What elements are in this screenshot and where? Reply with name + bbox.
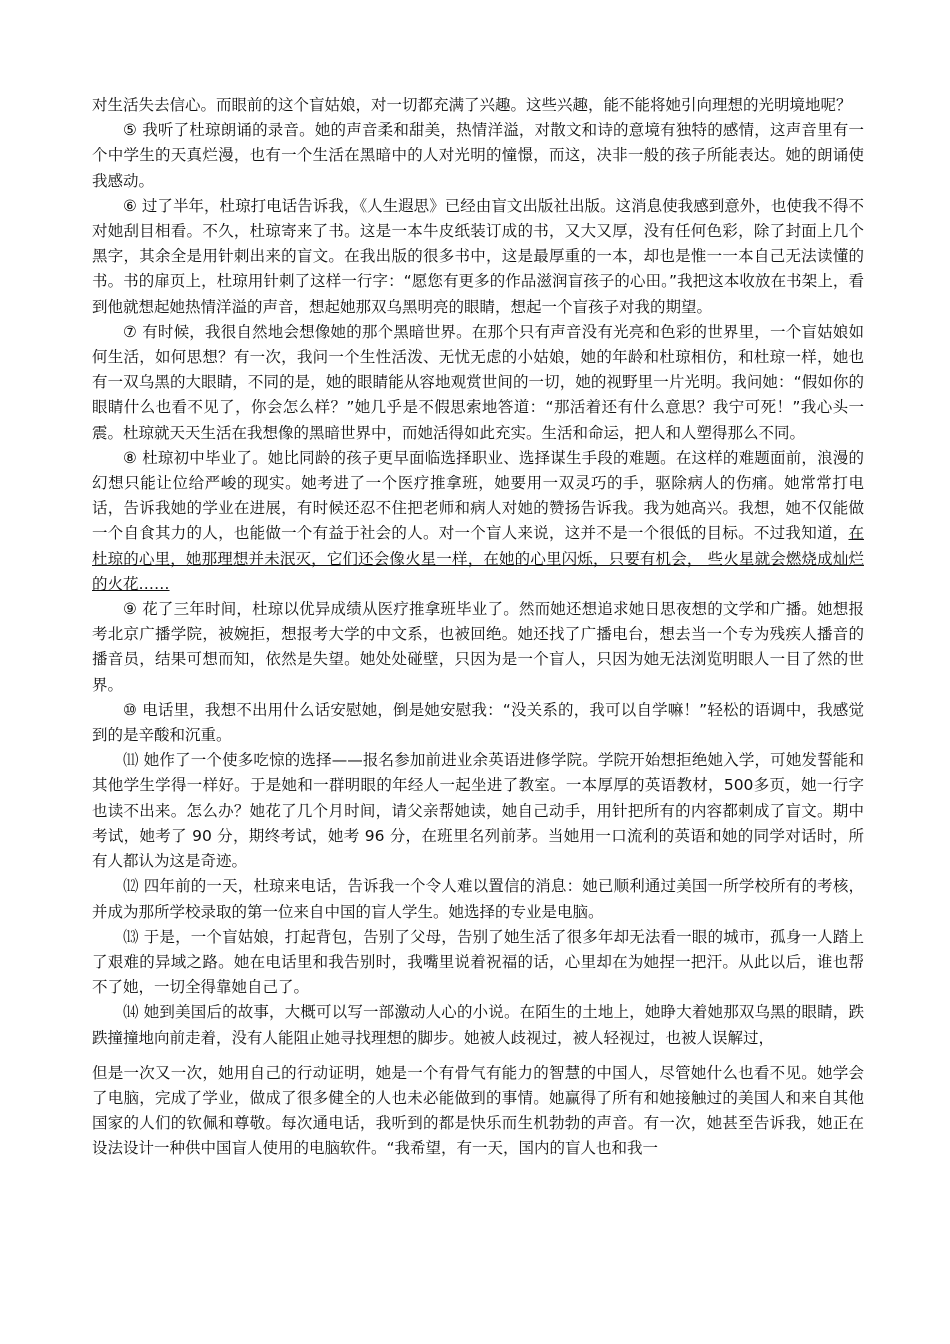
paragraph-12 — [92, 874, 864, 924]
paragraph-13 — [92, 925, 864, 1001]
paragraph-text: 杜琼初中毕业了。她比同龄的孩子更早面临选择职业、选择谋生手段的难题。在这样的难题面前，浪漫的幻想只能让位给严峻的现实。她考进了一个医疗推拿班，她要用一双灵巧的手，驱除病人的伤痛。她常常打电话，告诉我她的学业在进展，有时候还忍不住把老师和病人对她的赞扬告诉我。我为她高兴。我想，她不仅能做一个自食其力的人，也能做一个有益于社会的人。对一个盲人来说，这并不是一个很低的目标。不过我知道， — [92, 448, 864, 543]
paragraph-text: 于是，一个盲姑娘，打起背包，告别了父母，告别了她生活了很多年却无法看一眼的城市，孤身一人踏上了艰难的异域之路。她在电话里和我告别时，我嘴里说着祝福的话，心里却在为她捏一把汗。从此以后，谁也帮不了她，一切全得靠她自己了。 — [92, 927, 864, 997]
paragraph-text: 电话里，我想不出用什么话安慰她，倒是她安慰我：“没关系的，我可以自学嘛！”轻松的语调中，我感觉到的是辛酸和沉重。 — [92, 700, 864, 745]
paragraph-text: 我听了杜琼朗诵的录音。她的声音柔和甜美，热情洋溢，对散文和诗的意境有独特的感情，这声音里有一个中学生的天真烂漫，也有一个生活在黑暗中的人对光明的憧憬，而这，决非一般的孩子所能表达。她的朗诵使我感动。 — [92, 121, 864, 190]
underlined-sentence: 在杜琼的心里，她那理想并未泯灭，它们还会像火星一样，在她的心里闪烁，只要有机会， 些火星就会燃烧成灿烂的火花…… — [92, 524, 864, 593]
line-gap — [92, 1051, 864, 1061]
paragraph-10 — [92, 698, 864, 748]
paragraph-number: ⑾ — [123, 751, 139, 770]
paragraph-14-continued — [92, 1061, 864, 1162]
paragraph-text: 有时候，我很自然地会想像她的那个黑暗世界。在那个只有声音没有光亮和色彩的世界里，一个盲姑娘如何生活，如何思想？有一次，我问一个生性活泼、无忧无虑的小姑娘，她的年龄和杜琼相仿，和杜琼一样，她也有一双乌黑的大眼睛，不同的是，她的眼睛能从容地观赏世间的一切，她的视野里一片光明。我问她：“假如你的眼睛什么也看不见了，你会怎么样？”她几乎是不假思索地答道：“那活着还有什么意思？我宁可死！”我心头一震。杜琼就天天生活在我想像的黑暗世界中，而她活得如此充实。生活和命运，把人和人塑得那么不同。 — [92, 322, 864, 442]
paragraph-7 — [92, 320, 864, 446]
paragraph-5 — [92, 118, 864, 194]
paragraph-11 — [92, 748, 864, 874]
paragraph-9 — [92, 597, 864, 698]
paragraph-text: 花了三年时间，杜琼以优异成绩从医疗推拿班毕业了。然而她还想追求她日思夜想的文学和广播。她想报考北京广播学院，被婉拒，想报考大学的中文系，也被回绝。她还找了广播电台，想去当一个专为残疾人播音的播音员，结果可想而知，依然是失望。她处处碰壁，只因为是一个盲人，只因为她无法浏览明眼人一目了然的世界。 — [92, 600, 864, 694]
paragraph-number: ⒁ — [123, 1003, 139, 1022]
paragraph-continued — [92, 93, 864, 118]
paragraph-number: ⑿ — [123, 877, 139, 896]
paragraph-number: ⑦ — [123, 322, 138, 341]
paragraph-number: ⑧ — [123, 448, 138, 467]
paragraph-text: 对生活失去信心。而眼前的这个盲姑娘，对一切都充满了兴趣。这些兴趣，能不能将她引向理想的光明境地呢？ — [92, 96, 852, 114]
paragraph-number: ⑨ — [123, 600, 138, 619]
paragraph-6 — [92, 194, 864, 320]
paragraph-number: ⒀ — [123, 927, 139, 946]
paragraph-number: ⑤ — [123, 121, 138, 140]
paragraph-14 — [92, 1000, 864, 1050]
paragraph-8 — [92, 446, 864, 597]
paragraph-text: 她作了一个使多吃惊的选择——报名参加前进业余英语进修学院。学院开始想拒绝她入学，可她发誓能和其他学生学得一样好。于是她和一群明眼的年经人一起坐进了教室。一本厚厚的英语教材，500多页，她一行字也读不出来。怎么办？她花了几个月时间，请父亲帮她读，她自己动手，用针把所有的内容都刺成了盲文。期中考试，她考了 90 分，期终考试，她考 96 分，在班里名列前茅。当她用一口流利的英语和她的同学对话时，所有人都认为这是奇迹。 — [92, 751, 864, 871]
paragraph-number: ⑩ — [123, 700, 138, 719]
paragraph-text: 但是一次又一次，她用自己的行动证明，她是一个有骨气有能力的智慧的中国人，尽管她什么也看不见。她学会了电脑，完成了学业，做成了很多健全的人也未必能做到的事情。她赢得了所有和她接触过的美国人和来自其他国家的人们的钦佩和尊敬。每次通电话，我听到的都是快乐而生机勃勃的声音。有一次，她甚至告诉我，她正在设法设计一种供中国盲人使用的电脑软件。“我希望，有一天，国内的盲人也和我一 — [92, 1063, 864, 1158]
paragraph-text: 过了半年，杜琼打电话告诉我，《人生遐思》已经由盲文出版社出版。这消息使我感到意外，也使我不得不对她刮目相看。不久，杜琼寄来了书。这是一本牛皮纸装订成的书，又大又厚，没有任何色彩，除了封面上几个黑字，其余全是用针刺出来的盲文。在我出版的很多书中，这是最厚重的一本，却也是惟一一本自己无法读懂的书。书的扉页上，杜琼用针刺了这样一行字：“愿您有更多的作品滋润盲孩子的心田。”我把这本收放在书架上，看到他就想起她热情洋溢的声音，想起她那双乌黑明亮的眼睛，想起一个盲孩子对我的期望。 — [92, 196, 864, 316]
paragraph-number: ⑥ — [123, 196, 137, 215]
paragraph-text: 四年前的一天，杜琼来电话，告诉我一个令人难以置信的消息：她已顺利通过美国一所学校所有的考核，并成为那所学校录取的第一位来自中国的盲人学生。她选择的专业是电脑。 — [92, 877, 864, 921]
paragraph-text: 她到美国后的故事，大概可以写一部激动人心的小说。在陌生的土地上，她睁大着她那双乌黑的眼睛，跌跌撞撞地向前走着，没有人能阻止她寻找理想的脚步。她被人歧视过，被人轻视过，也被人误解过， — [92, 1003, 864, 1047]
